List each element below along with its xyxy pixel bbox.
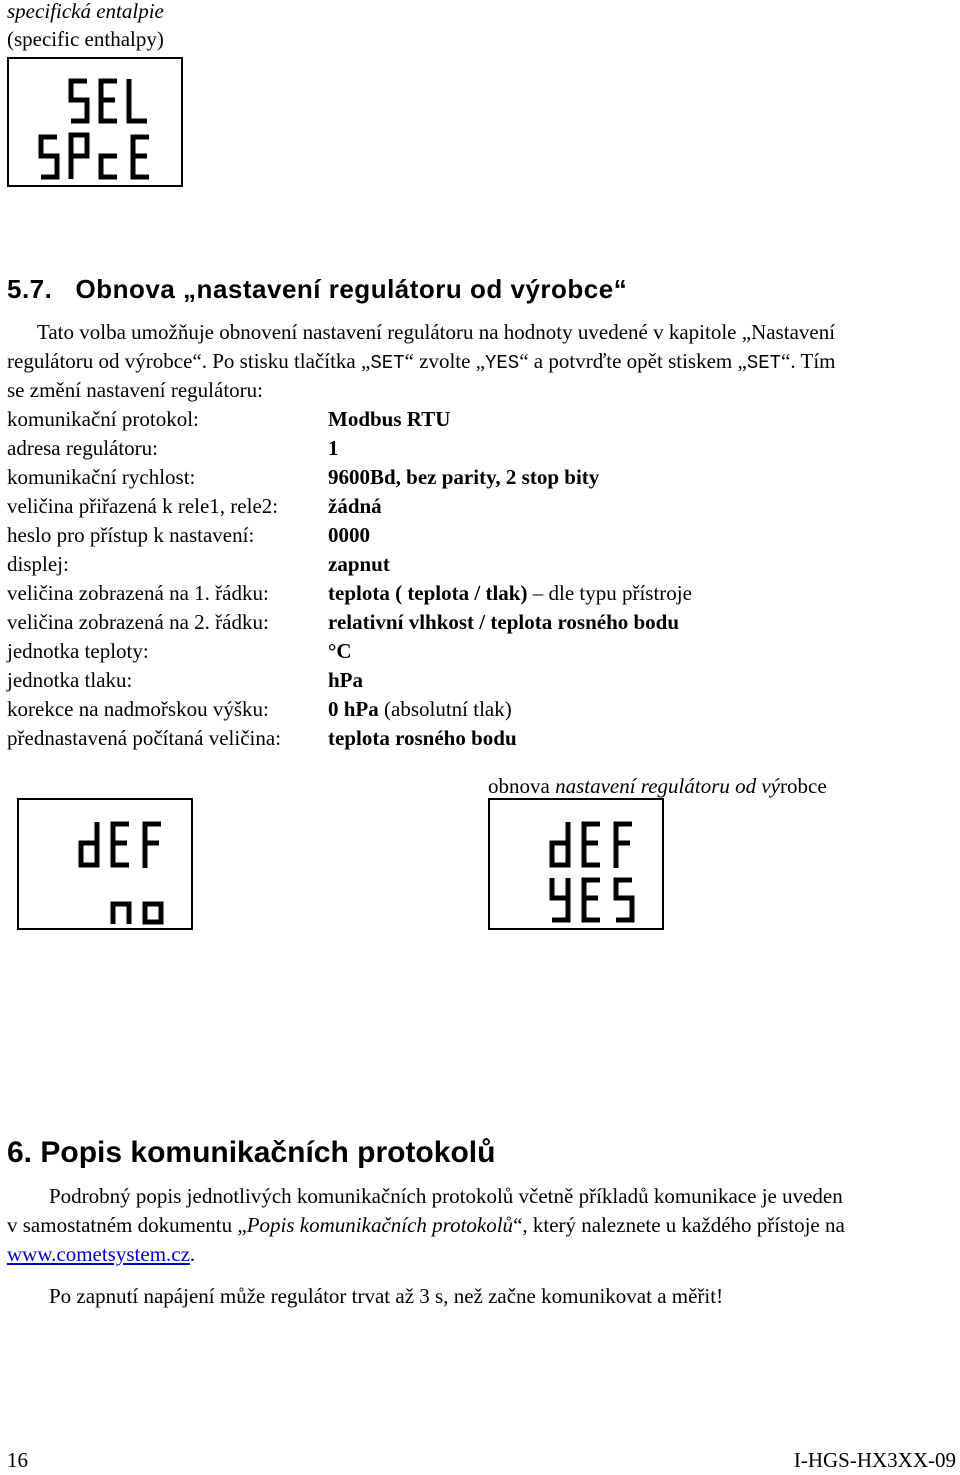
document-id: I-HGS-HX3XX-09 xyxy=(793,1448,956,1472)
setting-row xyxy=(0,492,960,521)
section-heading-5-7 xyxy=(7,274,627,305)
setting-label: displej: xyxy=(7,552,69,576)
text-segment: regulátoru od výrobce“. Po stisku tlačítka „ xyxy=(7,349,371,373)
caption-specific-enthalpy: specifická entalpie xyxy=(7,0,164,23)
setting-row xyxy=(0,550,960,579)
key-set: SET xyxy=(370,352,405,374)
settings-list xyxy=(0,405,960,753)
caption-specific-enthalpy-en: (specific enthalpy) xyxy=(7,27,164,51)
setting-label: adresa regulátoru: xyxy=(7,436,159,460)
setting-label: heslo pro přístup k nastavení: xyxy=(7,523,255,547)
setting-label: jednotka tlaku: xyxy=(7,668,133,692)
setting-row xyxy=(0,434,960,463)
setting-label: komunikační rychlost: xyxy=(7,465,196,489)
paragraph-6-line-3: www.cometsystem.cz. xyxy=(7,1242,196,1266)
setting-value: 1 xyxy=(328,436,339,460)
setting-row xyxy=(0,608,960,637)
setting-row xyxy=(0,666,960,695)
setting-value: 9600Bd, bez parity, 2 stop bity xyxy=(328,465,600,489)
setting-label: veličina zobrazená na 2. řádku: xyxy=(7,610,269,634)
setting-value: teplota ( teplota / tlak) – dle typu přístroje xyxy=(328,581,692,605)
text-segment: “ a potvrďte opět stiskem „ xyxy=(519,349,747,373)
setting-row xyxy=(0,695,960,724)
setting-row xyxy=(0,637,960,666)
text-segment: “. Tím xyxy=(781,349,836,373)
caption-restore-defaults: obnova nastavení regulátoru od výrobce xyxy=(488,774,827,798)
setting-label: komunikační protokol: xyxy=(7,407,199,431)
setting-value: 0 hPa (absolutní tlak) xyxy=(328,697,512,721)
setting-label: jednotka teploty: xyxy=(7,639,149,663)
setting-value: °C xyxy=(328,639,352,663)
setting-value: teplota rosného bodu xyxy=(328,726,517,750)
setting-value: žádná xyxy=(328,494,382,518)
paragraph-line-1: Tato volba umožňuje obnovení nastavení regulátoru na hodnoty uvedené v kapitole „Nastavení xyxy=(37,320,836,344)
section-number: 6. xyxy=(7,1136,33,1169)
setting-label: přednastavená počítaná veličina: xyxy=(7,726,282,750)
setting-value: zapnut xyxy=(328,552,390,576)
section-title: Popis komunikačních protokolů xyxy=(40,1136,496,1169)
setting-value: hPa xyxy=(328,668,364,692)
setting-value: Modbus RTU xyxy=(328,407,451,431)
paragraph-6-line-2: v samostatném dokumentu „Popis komunikačních protokolů“, který naleznete u každého přístoje na xyxy=(7,1213,845,1237)
setting-label: korekce na nadmořskou výšku: xyxy=(7,697,269,721)
setting-label: veličina přiřazená k rele1, rele2: xyxy=(7,494,279,518)
lcd-digits xyxy=(19,800,191,928)
doc-title: Popis komunikačních protokolů xyxy=(246,1213,514,1237)
lcd-display-sel-spce xyxy=(7,57,183,187)
key-yes: YES xyxy=(485,352,520,374)
lcd-display-def-yes xyxy=(488,798,664,930)
setting-row xyxy=(0,463,960,492)
page-number: 16 xyxy=(7,1448,28,1472)
setting-value: 0000 xyxy=(328,523,370,547)
text-segment: “ zvolte „ xyxy=(404,349,485,373)
lcd-digits xyxy=(490,800,662,928)
setting-label: veličina zobrazená na 1. řádku: xyxy=(7,581,269,605)
setting-row xyxy=(0,724,960,753)
setting-value: relativní vlhkost / teplota rosného bodu xyxy=(328,610,680,634)
section-number: 5.7. xyxy=(7,274,53,304)
setting-row xyxy=(0,579,960,608)
paragraph-line-3: se změní nastavení regulátoru: xyxy=(7,378,263,402)
setting-row xyxy=(0,521,960,550)
setting-row xyxy=(0,405,960,434)
cometsystem-link[interactable]: www.cometsystem.cz xyxy=(7,1242,190,1266)
section-heading-6 xyxy=(7,1136,495,1170)
paragraph-line-2 xyxy=(7,347,836,378)
lcd-digits xyxy=(9,59,181,185)
key-set: SET xyxy=(746,352,782,374)
paragraph-6-note: Po zapnutí napájení může regulátor trvat až 3 s, než začne komunikovat a měřit! xyxy=(49,1284,724,1308)
paragraph-6-line-1: Podrobný popis jednotlivých komunikačních protokolů včetně příkladů komunikace je uveden xyxy=(49,1184,843,1208)
section-title: Obnova „nastavení regulátoru od výrobce“ xyxy=(75,274,628,304)
lcd-display-def-no xyxy=(17,798,193,930)
